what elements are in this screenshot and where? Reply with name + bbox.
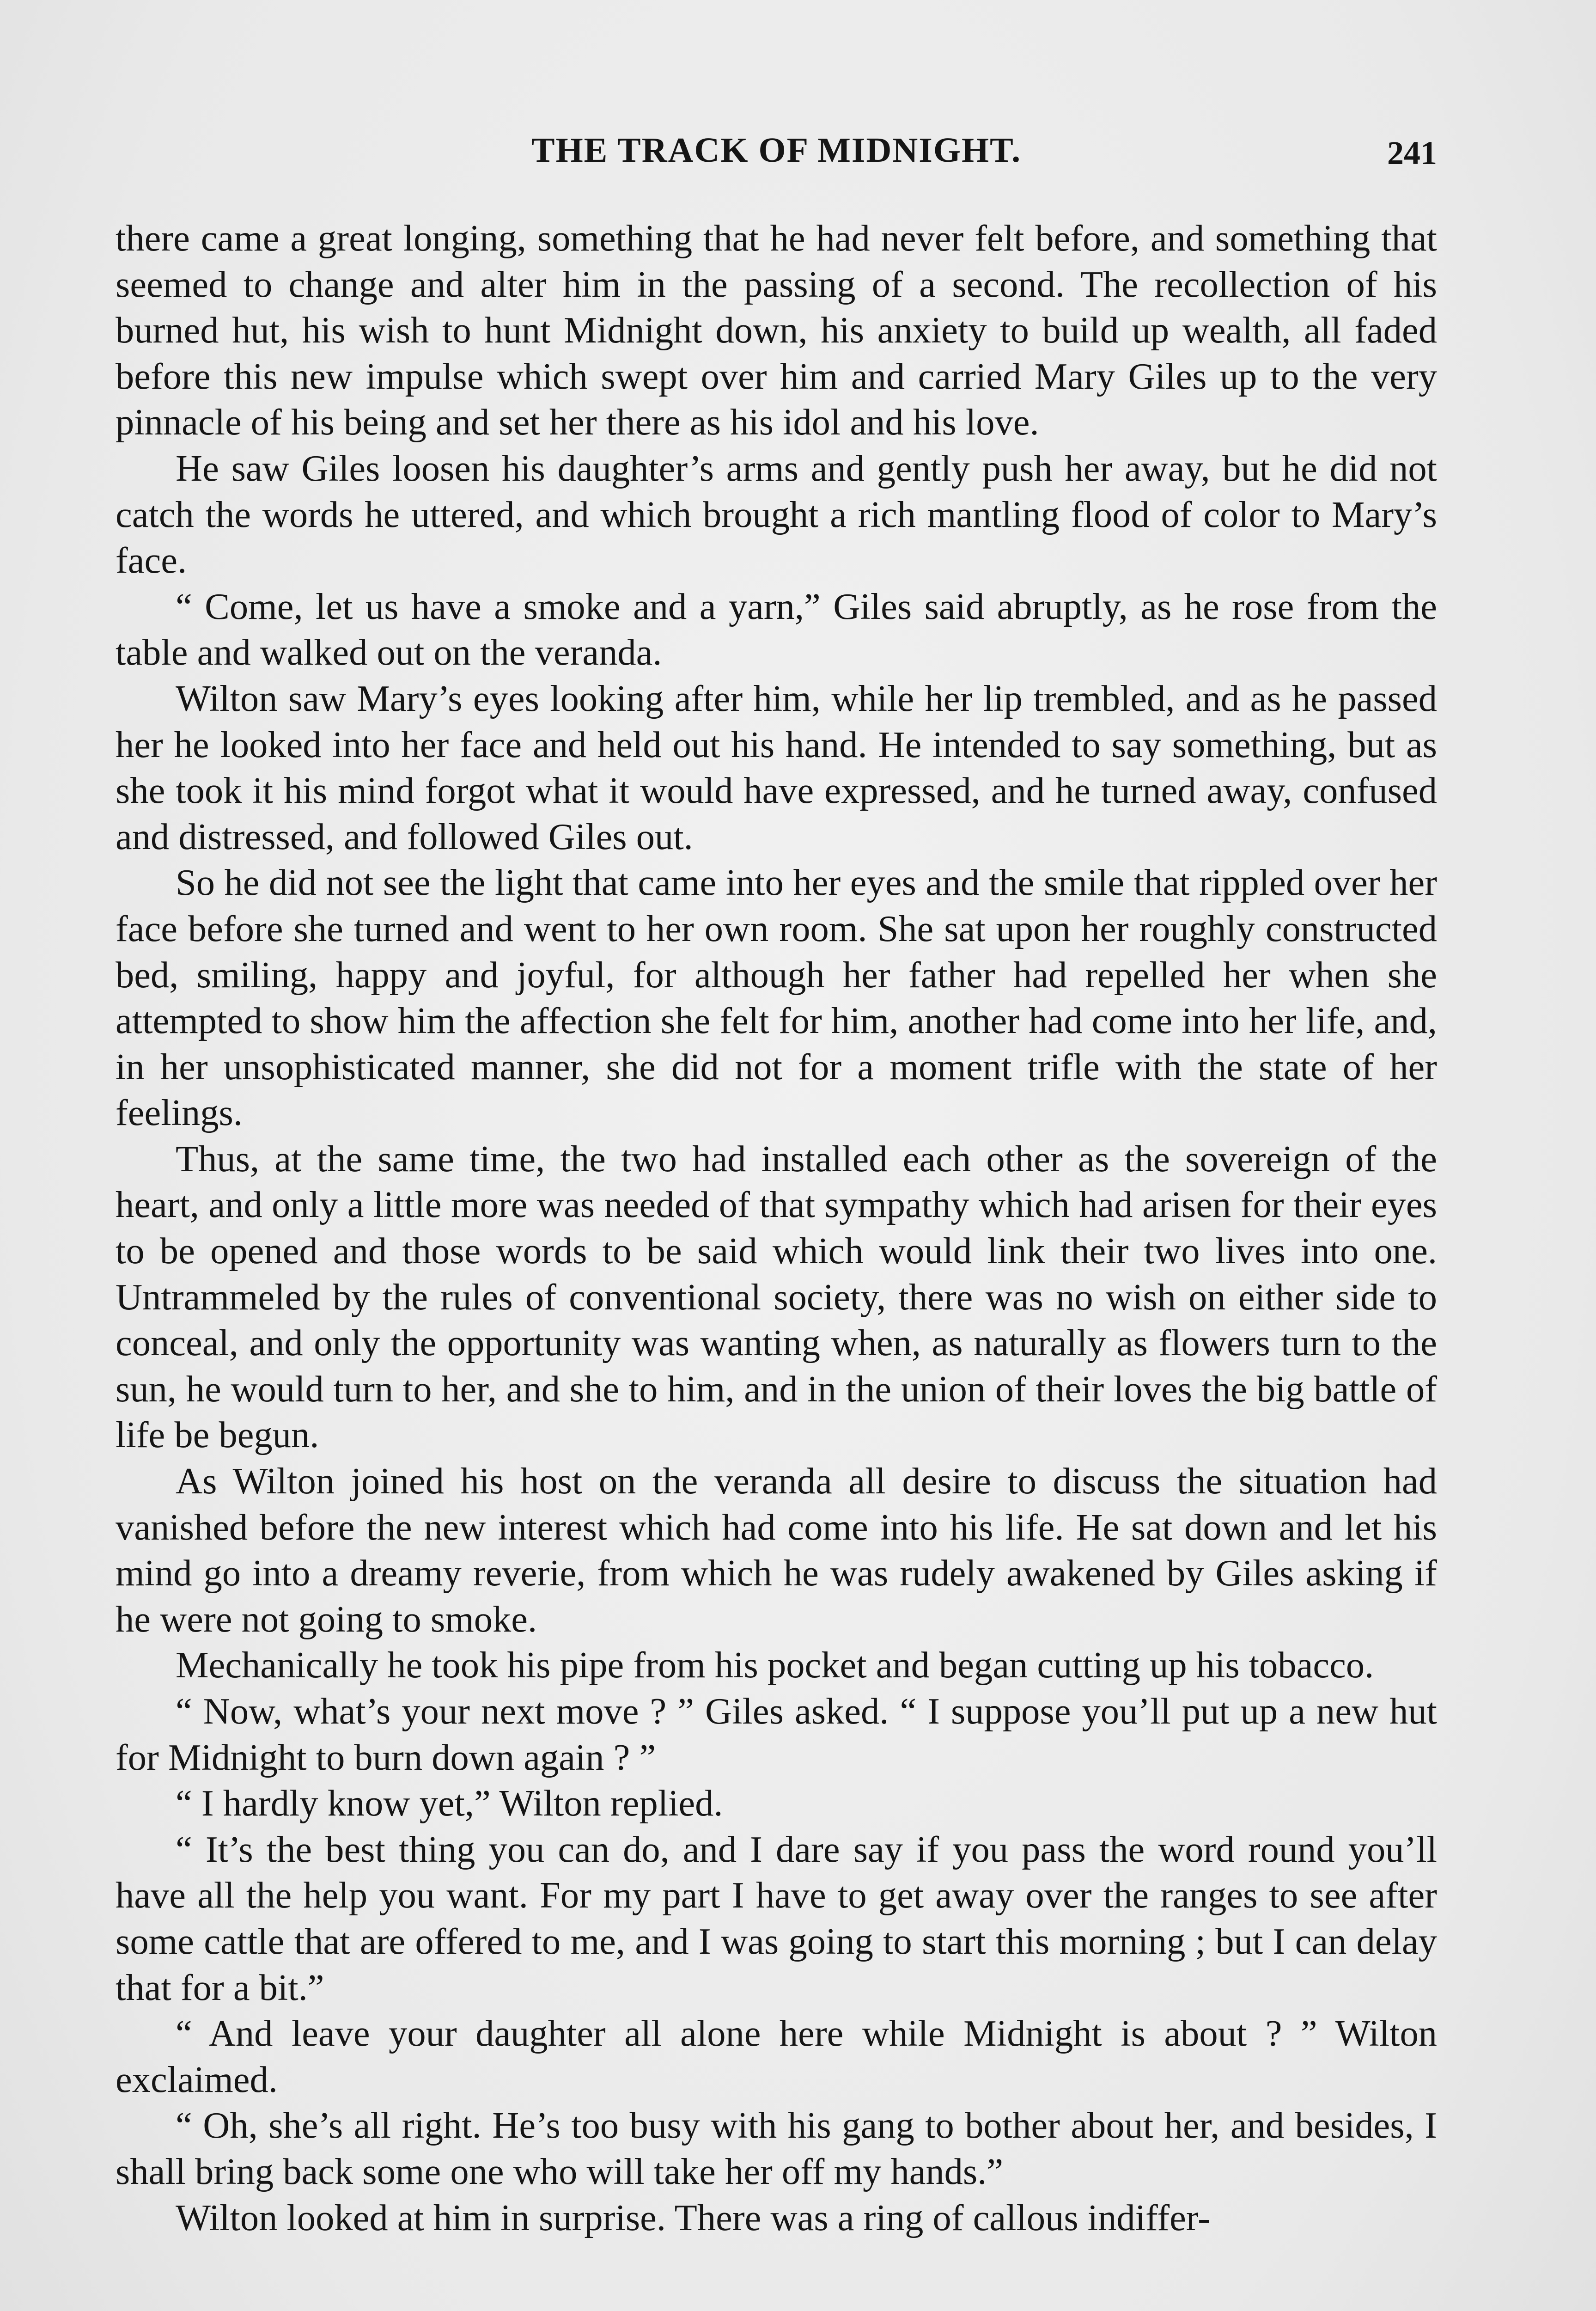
paragraph: As Wilton joined his host on the veranda all desire to discuss the situation had vanished before the new interest which had come into his life. He sat down and let his mind go into a dreamy reverie, from which he was rudely awakened by Giles asking if he were not going to smoke. [116,1461,1437,1640]
paragraph: “ Oh, she’s all right. He’s too busy with his gang to bother about her, and besides, I shall bring back some one who will take her off my hands.” [116,2105,1437,2192]
paragraph: Wilton saw Mary’s eyes looking after him, while her lip trembled, and as he passed her he looked into her face and held out his hand. He intended to say something, but as she took it his mind forgot what it would have expressed, and he turned away, confused and distressed, and followed Giles out. [116,678,1437,857]
paragraph: there came a great longing, something that he had never felt before, and something that seemed to change and alter him in the passing of a second. The recollection of his burned hut, his wish to hunt Midnight down, his anxiety to build up wealth, all faded before this new impulse which swept over him and carried Mary Giles up to the very pinnacle of his being and set her there as his idol and his love. [116,218,1437,443]
page-number: 241 [1387,135,1437,171]
paragraph: “ Come, let us have a smoke and a yarn,” Giles said abruptly, as he rose from the table and walked out on the veranda. [116,586,1437,673]
paragraph: He saw Giles loosen his daughter’s arms and gently push her away, but he did not catch the words he uttered, and which brought a rich mantling flood of color to Mary’s face. [116,447,1437,581]
paragraph: Mechanically he took his pipe from his pocket and began cutting up his tobacco. [176,1645,1374,1686]
paragraph: “ I hardly know yet,” Wilton replied. [176,1783,723,1824]
paragraph: So he did not see the light that came into her eyes and the smile that rippled over her face before she turned and went to her own room. She sat upon her roughly constructed bed, smiling, happy and joyful, for although her father had repelled her when she attempted to show him the affection she felt for him, another had come into her life, and, in her unsophisticated manner, she did not for a moment trifle with the state of her feelings. [116,862,1437,1134]
paragraph: Thus, at the same time, the two had installed each other as the sovereign of the heart, and only a little more was needed of that sympathy which had arisen for their eyes to be opened and those words to be said which would link their two lives into one. Untrammeled by the rules of conventional society, there was no wish on either side to conceal, and only the opportunity was wanting when, as naturally as flowers turn to the sun, he would turn to her, and she to him, and in the union of their loves the big battle of life be begun. [116,1138,1437,1456]
page-header [116,130,1437,181]
body-text [116,215,1437,2241]
paragraph: Wilton looked at him in surprise. There was a ring of callous indiffer- [176,2197,1210,2238]
paragraph: “ It’s the best thing you can do, and I dare say if you pass the word round you’ll have all the help you want. For my part I have to get away over the ranges to see after some cattle that are offered to me, and I was going to start this morning ; but I can delay that for a bit.” [116,1828,1437,2008]
running-title: THE TRACK OF MIDNIGHT. [531,131,1022,170]
paragraph: “ And leave your daughter all alone here while Midnight is about ? ” Wilton exclaimed. [116,2013,1437,2100]
paragraph: “ Now, what’s your next move ? ” Giles asked. “ I suppose you’ll put up a new hut for Midnight to burn down again ? ” [116,1691,1437,1778]
